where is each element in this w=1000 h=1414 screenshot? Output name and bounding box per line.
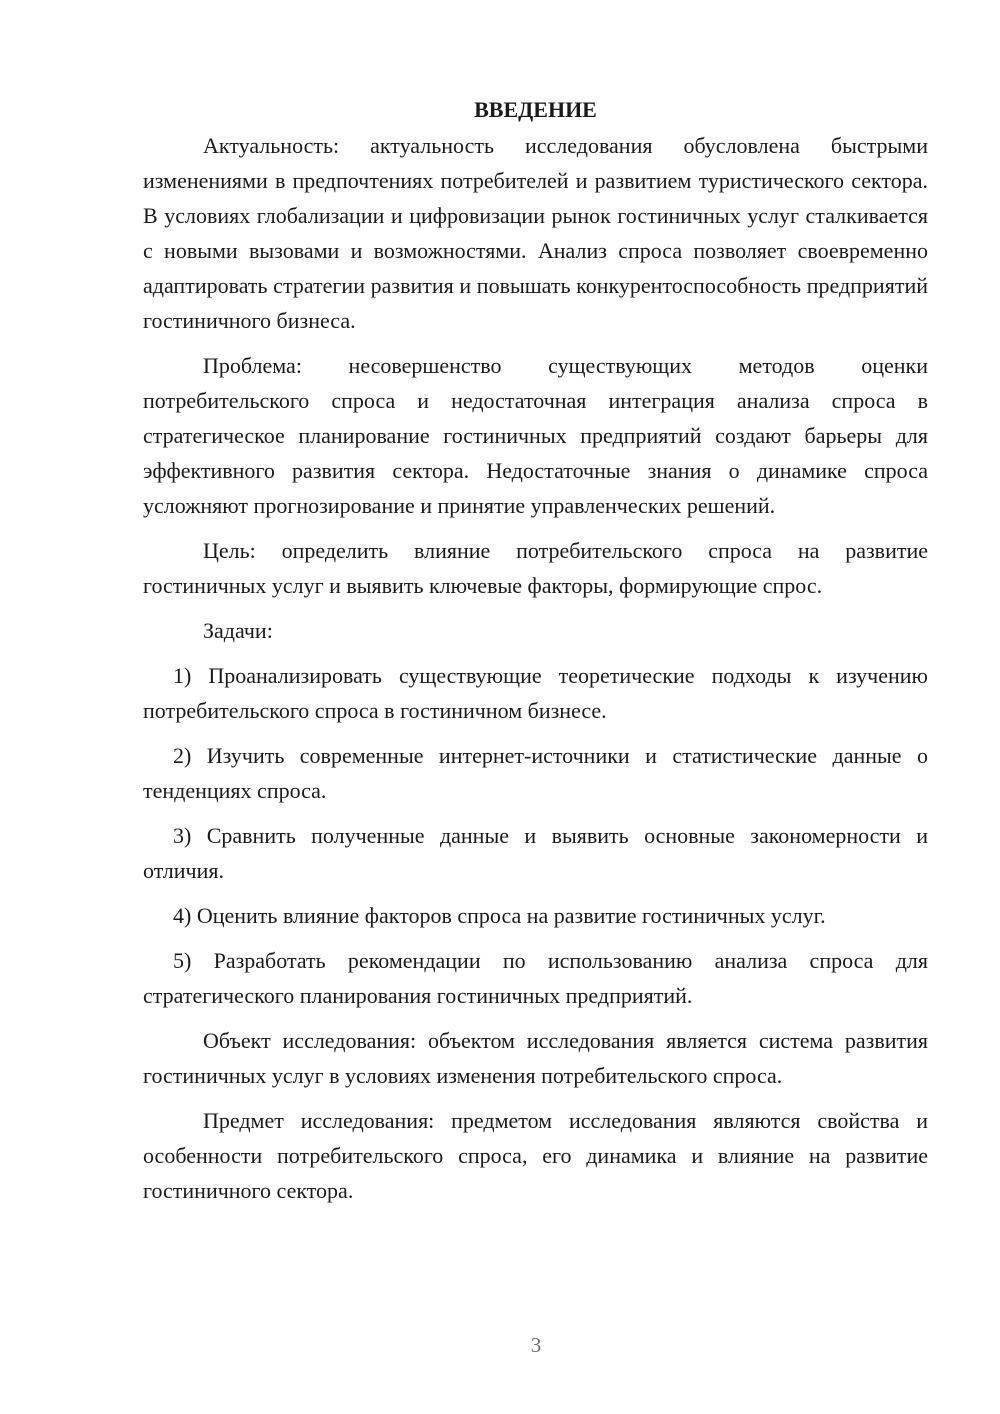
task-item-3: 3) Сравнить полученные данные и выявить основные закономерности и отличия. bbox=[143, 823, 928, 883]
page-title: ВВЕДЕНИЕ bbox=[474, 97, 597, 122]
page-number: 3 bbox=[530, 1333, 542, 1357]
subject-paragraph: Предмет исследования: предметом исследования являются свойства и особенности потребительского спроса, его динамика и влияние на развитие гостиничного сектора. bbox=[143, 1108, 928, 1203]
document-page bbox=[143, 92, 928, 1208]
task-item-4: 4) Оценить влияние факторов спроса на развитие гостиничных услуг. bbox=[173, 903, 826, 928]
relevance-paragraph: Актуальность: актуальность исследования обусловлена быстрыми изменениями в предпочтениях потребителей и развитием туристического сектора. В условиях глобализации и цифровизации рынок гостиничных услуг сталкивается с новыми вызовами и возможностями. Анализ спроса позволяет своевременно адаптировать стратегии развития и повышать конкурентоспособность предприятий гостиничного бизнеса. bbox=[143, 133, 928, 333]
goal-paragraph: Цель: определить влияние потребительского спроса на развитие гостиничных услуг и выявить ключевые факторы, формирующие спрос. bbox=[143, 538, 928, 598]
task-item-5: 5) Разработать рекомендации по использованию анализа спроса для стратегического планирования гостиничных предприятий. bbox=[143, 948, 928, 1008]
task-item-1: 1) Проанализировать существующие теоретические подходы к изучению потребительского спроса в гостиничном бизнесе. bbox=[143, 663, 928, 723]
task-item-2: 2) Изучить современные интернет-источники и статистические данные о тенденциях спроса. bbox=[143, 743, 928, 803]
problem-paragraph: Проблема: несовершенство существующих методов оценки потребительского спроса и недостаточная интеграция анализа спроса в стратегическое планирование гостиничных предприятий создают барьеры для эффективного развития сектора. Недостаточные знания о динамике спроса усложняют прогнозирование и принятие управленческих решений. bbox=[143, 353, 928, 518]
tasks-heading: Задачи: bbox=[203, 618, 273, 643]
object-paragraph: Объект исследования: объектом исследования является система развития гостиничных услуг в условиях изменения потребительского спроса. bbox=[143, 1028, 928, 1088]
